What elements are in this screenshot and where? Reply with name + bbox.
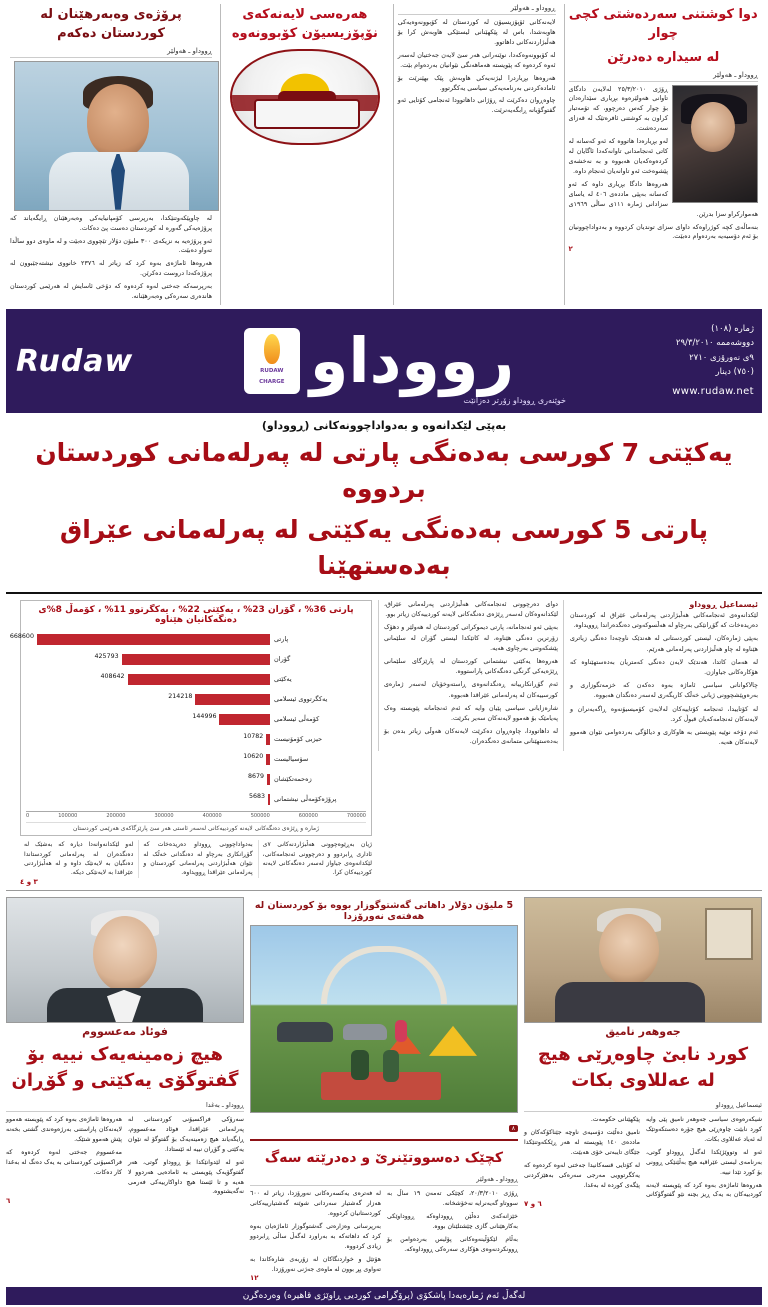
masthead-title-latin: Rudaw <box>16 343 134 379</box>
chart-bar-track <box>9 632 270 646</box>
photo-head <box>93 916 157 992</box>
photo-picnic-mat <box>321 1072 441 1100</box>
top-story-opposition <box>220 4 389 305</box>
top-story-president-project <box>6 4 216 305</box>
lead-divider <box>6 592 762 594</box>
masthead-info <box>584 316 762 407</box>
coalition-emblem-wrap <box>225 47 385 145</box>
paragraph: ئەم گۆڕانکارییانە ڕەنگدانەوەی ڕاستەوخۆیان لەسەر ژمارەی کورسییەکان لە پەرلەمانی عێراقدا هەبووە. <box>384 681 558 699</box>
paragraph: بەپێی ژمارەکان، لیستی کوردستانی لە هەندێک ناوچەدا دەنگی زیاتری هێناوە لە چاو هەڵبژاردنی پەرلەمانی هەرێم. <box>570 635 758 653</box>
girl-story-byline: ڕووداو ـ هەولێر <box>250 1175 518 1186</box>
chart-bar-label: زەحمەتکێشان <box>274 775 312 784</box>
chart-bar-value: 10620 <box>243 752 264 760</box>
girl-story-headline: کچێک دەسووتێنرێ و دەدرێتە سەگ <box>264 1149 504 1166</box>
top-story-woman-headline-2: لە سیدارە دەدرێن <box>607 49 720 65</box>
lead-headline-line-1: یەکێتی 7 کورسی بەدەنگی پارتی لە پەرلەمانی کوردستان بردووە <box>35 438 733 504</box>
chart-plot-area <box>9 629 366 809</box>
chart-title: پارتی 36% ، گۆران 23% ، یەکێتی 22% ، یەکگرتوو 11% ، کۆمەڵ 8%ی دەنگەکانیان هێناوە <box>38 605 354 626</box>
top-story-opposition-headline: هەرەسی لایەنەکەی نۆپۆزیسیۆن کۆبوونەوە <box>231 7 378 41</box>
paragraph: ئەم دۆخە نوێیە پێویستی بە هاوکاری و دیالۆگی بەردەوامی نێوان هەموو لایەنەکان هەیە. <box>570 728 758 747</box>
chart-bar-track <box>26 673 270 686</box>
masoum-photo <box>6 897 244 1023</box>
chart-bar <box>266 754 270 765</box>
paragraph: بەپێی ئەو ئەنجامانە، پارتی دیموکراتی کوردستان لە هەولێر و دهۆک زۆرترین دەنگی هێناوە، لە کاتێکدا لیستی گۆران لە سلێمانی پێشکەوتنی بەرچاوی هەیە. <box>384 624 558 652</box>
paragraph: لێکدانەوەی ئەنجامەکانی هەڵبژاردنی پەرلەمانی عێراق لە کوردستان دەریدەخات کە گۆڕانێکی بەرچاو لە هەڵسوکەوتی دەنگدەراندا ڕوویداوە. <box>570 612 758 630</box>
paragraph: سەرۆکی فراکسیۆنی کوردستانی لە پەرلەمانی عێراقدا، فوئاد مەعسووم، ڕایگەیاند هیچ زەمینەیەک بۆ گفتوگۆ لە نێوان یەکێتی و گۆڕان نییە لە ئێستادا. <box>128 1116 244 1153</box>
chart-axis-tick: 700000 <box>346 813 366 820</box>
chart-bar-value: 5683 <box>249 792 266 800</box>
chart-bar <box>267 774 270 785</box>
masthead-title-block <box>174 324 584 398</box>
book-icon <box>254 99 360 129</box>
chart-bar-row <box>26 769 366 789</box>
paragraph: بەڵام لێکۆڵینەوەکانی پۆلیس بەردەوامن بۆ ڕوونکردنەوەی هۆکاری سەرەکی ڕووداوەکە. <box>387 1235 518 1253</box>
jawhar-byline: ئیسماعیل ڕووداو <box>524 1101 762 1112</box>
chart-bar-track <box>26 653 270 666</box>
page-ref[interactable]: ٢ <box>568 245 573 254</box>
paragraph: لە فەترەی یەکسەرەکانی نەورۆزدا، زیاتر لە ٦٠٠ هەزار گەشتیار سەردانی شوێنە گەشتیارییەکانی کوردستانیان کردووە. <box>250 1190 381 1217</box>
chart-footnotes <box>20 840 372 878</box>
masoum-byline: ڕووداو ـ بەغدا <box>6 1101 244 1112</box>
chart-bar <box>268 794 270 805</box>
chart-axis-tick: 0 <box>26 813 30 820</box>
top-story-project-headline: پرۆژەی وەبەرهێنان لە کوردستان دەکەم <box>40 7 182 41</box>
election-chart <box>9 600 372 836</box>
main-divider <box>6 890 762 891</box>
top-story-project-byline: ڕووداو ـ هەولێر <box>10 47 212 58</box>
jawhar-name: جەوهەر نامیق <box>605 1024 681 1038</box>
paragraph: ئەو پرۆژەیە بە نزیکەی ٣٠٠ ملیۆن دۆلار تێچووی دەبێت و لە ماوەی دوو ساڵدا تەواو دەبێت. <box>10 236 213 255</box>
lead-headline-line-2: پارتی 5 کورسی بەدەنگی یەکێتی لە پەرلەمانی عێراق بەدەستهێنا <box>59 514 709 580</box>
chart-bar-label: کۆمەڵی ئیسلامی <box>274 715 320 724</box>
chart-axis-tick: 300000 <box>154 813 174 820</box>
photo-car <box>277 1022 333 1042</box>
analysis-left-body <box>384 600 558 747</box>
paragraph: مەعسووم جەختی لەوە کردەوە کە فراکسیۆنی کوردستانی بە یەک دەنگ لە بەغدا کار دەکات. <box>6 1148 122 1176</box>
photo-head <box>599 914 659 986</box>
photo-car-2 <box>343 1024 387 1040</box>
paragraph: ئەو لە لێدوانێکدا بۆ ڕووداو گوتی، هەر گفتوگۆیەک پێویستی بە ئامادەیی هەردوو لا هەیە و تا ئێستا هیچ داواکارییەکی فەرمی نەگەیشتووە. <box>128 1158 244 1196</box>
paragraph: بەرپرسەکە جەختی لەوە کردەوە کە دۆخی ئاسایش لە هەرێمی کوردستان هاندەری سەرەکی وەبەرهێنانە. <box>10 282 213 301</box>
chart-page-ref[interactable]: ٣ و ٤ <box>20 877 38 886</box>
paragraph: لایەنەکانی ئۆپۆزیسیۆن لە کوردستان لە کۆبوونەوەیەکی هاوبەشدا، باس لە پێکهێنانی لیستێکی هاوبەش کرا بۆ هەڵبژاردنەکانی داهاتوو. <box>397 18 556 46</box>
paragraph: هەروەها ئاماژەی بەوە کرد کە زیاتر لە ٢٣٧٦ خانووی نیشتەجێبوون لە پرۆژەکەدا دروست دەکرێن. <box>10 259 213 278</box>
rudaw-logo-icon <box>244 328 300 394</box>
paragraph: نامیق دەڵێت دۆسیەی ناوچە جێناکۆکەکان و ماددەی ١٤٠ پێویستە لە هەر ڕێککەوتنێکدا جێگای تایبەتی خۆی هەبێت. <box>524 1128 640 1156</box>
logo-label-1: RUDAW <box>260 368 284 375</box>
chart-bar-row <box>26 689 366 709</box>
chart-axis-tick: 500000 <box>250 813 270 820</box>
chart-bar <box>128 674 270 685</box>
paragraph: چاوەڕوان دەکرێت لە ڕۆژانی داهاتوودا ئەنجامی کۆتایی ئەو گفتوگۆیانە ڕابگەیەنرێت. <box>397 96 556 115</box>
photo-window <box>705 908 753 960</box>
jawhar-page-ref[interactable]: ٦ و ٧ <box>524 1200 542 1209</box>
chart-footnote: ژیان بەڕێوەچوونی هەڵبژاردنەکانی ٧ی ئاداری ڕابردوو و دەرچوونی ئەنجامەکانی، لێکدانەوەی جیاواز لەسەر دەنگەکانی لایەنە کوردییەکان کرا. <box>258 840 372 878</box>
analysis-right-body <box>570 611 758 748</box>
chart-bar-row <box>26 709 366 729</box>
feature-masoum <box>6 897 244 1206</box>
paragraph: لە کۆبوونەوەکەدا، نوێنەرانی هەر سێ لایەن جەختیان لەسەر ئەوە کردەوە کە پێویستە هەماهەنگی نێوانیان بەردەوام بێت. <box>397 50 556 69</box>
main-content-row <box>6 600 762 886</box>
chart-bar <box>219 714 270 725</box>
top-story-woman-byline: ڕووداو ـ هەولێر <box>569 71 759 82</box>
chart-caption: ژمارە و ڕێژەی دەنگەکانی لایەنە کوردییەکانی لەسەر ئاستی هەر سێ پارێزگاکەی هەرێمی کوردستان <box>26 822 366 832</box>
issue-date-kurdish: ٩ی نەورۆزی ٢٧١٠ <box>689 352 754 363</box>
paragraph: ڕۆژی ٢٥/٣/٢٠١٠ لەلایەن دادگای تاوانی هەولێرەوە بڕیاری سێدارەدان بۆ چوار کەس دەرچوو، کە تۆمەتبار کراون بە کوشتنی ئافرەتێک لە قەزای سەردەشت. <box>568 84 668 133</box>
analysis-right-column <box>570 600 762 751</box>
interviewee-photo <box>14 61 219 211</box>
flame-icon <box>264 334 280 364</box>
girl-story-body <box>250 1189 518 1274</box>
chart-bar-value: 10782 <box>243 732 264 740</box>
paragraph: لەو بڕیارەدا هاتووە کە ئەو کەسانە لە کاتی ئەنجامدانی تاوانەکەدا ئاگایان لە کردەوەکەیان هەبووە و بە نەخشەی پێشوەخت ئەو تاوانەیان ئەنجام داوە. <box>568 137 668 175</box>
paragraph: شیکەرەوەی سیاسی جەوهەر نامیق پێی وایە کورد نابێت چاوەڕێی هیچ جۆرە دەستکەوتێک لە ئەیاد عەللاوی بکات. <box>646 1116 762 1143</box>
masthead-latin-block <box>6 340 174 383</box>
newroz-camp-photo <box>250 925 518 1113</box>
paragraph: هەروەها ئاماژەی بەوە کرد کە پێویستە هەموو لایەنەکان پاراستنی بەرژەوەندی گشتی بخەنە پێش هەموو شتێک. <box>6 1116 122 1143</box>
chart-bar-label: یەکێتی <box>274 675 292 684</box>
paragraph: دوای دەرچوونی ئەنجامەکانی هەڵبژاردنی پەرلەمانی عێراق، لێکدانەوەکان لەسەر ڕێژەی دەنگەکانی لایەنە کوردییەکان زیاتر بوو. <box>384 601 558 619</box>
tourism-page-badge[interactable]: ٨ <box>509 1125 518 1132</box>
chart-bar-label: پرۆژەکۆمەڵی نیشتمانی <box>274 795 337 804</box>
paragraph: چالاکوانانی سیاسی ئاماژە بەوە دەکەن کە خزمەتگوزاری و بەرەوپێشچوونی ژیانی خەڵک کاریگەری لەسەر دەنگدان هەبووە. <box>570 682 758 700</box>
lead-kicker: بەپێی لێکدانەوە و بەدواداچوونەکانی (ڕووداو) <box>261 419 507 433</box>
chart-bar-label: گۆران <box>274 655 291 664</box>
coalition-emblem-icon <box>230 49 380 145</box>
chart-bar-track <box>26 693 270 706</box>
masoum-body <box>6 1115 244 1197</box>
masthead <box>6 309 762 413</box>
chart-bar-row <box>26 729 366 749</box>
feature-row <box>6 897 762 1283</box>
chart-bar-value: 668600 <box>9 632 34 640</box>
photo-tent <box>429 1026 477 1056</box>
paragraph: لە هەمان کاتدا، هەندێک لایەن دەنگی کەمتریان بەدەستهێناوە کە هۆکارەکانی جیاوازن. <box>570 658 758 676</box>
paragraph: لە چاوپێکەوتنێکدا، بەرپرسی کۆمپانیایەکی وەبەرهێنان ڕایگەیاند کە پرۆژەیەکی گەورە لە کوردستان دەست پێ دەکات. <box>10 213 213 232</box>
chart-x-axis <box>26 811 366 819</box>
paragraph: لە کۆتایی قسەکانیدا جەختی لەوە کردەوە کە یەکگرتوویی مەرجی سەرەکی بەهێزکردنی پێگەی کوردە لە بەغدا. <box>524 1161 640 1189</box>
chart-bar-value: 8679 <box>247 772 264 780</box>
chart-bar-value: 425793 <box>94 652 119 660</box>
feature-tourism <box>250 897 518 1283</box>
chart-bar-track <box>26 773 270 786</box>
top-story-opposition-body <box>398 18 556 116</box>
paragraph: ئەو لە وتووێژێکدا لەگەڵ ڕووداو گوتی، بەرنامەی لیستی عێراقیە هیچ بەڵێنێکی ڕوونی بۆ کورد تێدا نییە. <box>646 1148 762 1176</box>
chart-bar-label: پارتی <box>274 635 289 644</box>
paragraph: لە کۆتاییدا، ئەنجامە کۆتاییەکان لەلایەن کۆمیسیۆنەوە ڕاگەیەنران و لایەنەکان ئەنجامەکەیان قبوڵ کرد. <box>570 705 758 723</box>
chart-bar-label: سۆسیالیست <box>274 755 309 764</box>
photo-head <box>87 84 149 158</box>
chart-bar-value: 144996 <box>192 712 217 720</box>
website-url[interactable]: www.rudaw.net <box>672 386 754 398</box>
photo-suit <box>555 982 705 1023</box>
analysis-right-byline: ئیسماعیل ڕووداو <box>689 600 758 610</box>
chart-bar-track <box>26 793 270 806</box>
top-story-opposition-text <box>393 4 560 305</box>
photo-person <box>351 1050 369 1080</box>
paragraph: لە داهاتوودا، چاوەڕوان دەکرێت لایەنەکان هەوڵی زیاتر بدەن بۆ بەدەستهێنانی متمانەی دەنگدەران. <box>384 728 558 746</box>
chart-bar <box>37 634 270 645</box>
masoum-name: فوئاد مەعسووم <box>82 1024 168 1038</box>
paragraph: بەرپرسانی وەزارەتی گەشتوگوزار ئاماژەیان بەوە کرد کە داهاتەکە بە بەراورد لەگەڵ ساڵی ڕابردوو زیادی کردووە. <box>250 1222 381 1250</box>
paragraph: ڕۆژی ٢٠/٣/٢٠١٠، کچێکی تەمەن ١٩ ساڵ بە سووتاو گەیەنرایە نەخۆشخانە. <box>387 1190 519 1208</box>
top-story-woman <box>564 4 763 305</box>
jawhar-body <box>524 1115 762 1200</box>
jawhar-photo <box>524 897 762 1023</box>
paragraph: هۆتێل و خواردنگاکان لە زۆربەی شارەکاندا بە تەواوی پڕ بوون لە ماوەی جەژنی نەورۆزدا. <box>250 1255 381 1273</box>
paragraph: هەروەها بڕیاردرا لیژنەیەکی هاوبەش پێک بهێنرێت بۆ ئامادەکردنی بەرنامەیەکی سیاسی یەکگرتوو. <box>397 73 556 92</box>
paragraph: شارەزایانی سیاسی پێیان وایە کە ئەم ئەنجامانە پێویستە وەک پەیامێک بۆ هەموو لایەنەکان سەیر بکرێت. <box>384 704 558 722</box>
chart-axis-tick: 600000 <box>298 813 318 820</box>
chart-bar-row <box>26 789 366 809</box>
chart-bar-track <box>26 733 270 746</box>
issue-date: دووشەممە ٢٩/٣/٢٠١٠ <box>675 338 754 349</box>
chart-bar <box>195 694 270 705</box>
chart-footnote: لەو لێکدانەوانەدا دیارە کە بەشێک لە دەنگدەران لە پەرلەمانی کوردستاندا دەنگیان بە لایەنێک داوە و لە هەڵبژاردنی عێراقدا بە لایەنێکی دیکە. <box>24 841 134 877</box>
issue-price: (٧٥٠) دینار <box>715 367 754 377</box>
jawhar-headline: کورد نابێ چاوەڕێی هیچ لە عەللاوی بکات <box>537 1043 749 1091</box>
chart-bar-row <box>26 649 366 669</box>
sun-icon <box>267 63 343 93</box>
tourism-headline: 5 ملیۆن دۆلار داهاتی گەشتوگوزار بووە بۆ کوردستان لە هەفتەی نەورۆزدا <box>254 899 514 922</box>
election-chart-column <box>9 600 372 886</box>
chart-bar-label: حیزبی کۆمۆنیست <box>274 735 323 744</box>
chart-bar <box>266 734 270 745</box>
logo-label-2: CHARGE <box>259 378 285 385</box>
photo-person <box>395 1020 407 1042</box>
chart-bar <box>122 654 270 665</box>
analysis-left-column <box>378 600 564 750</box>
chart-axis-tick: 200000 <box>106 813 126 820</box>
chart-axis-tick: 400000 <box>202 813 222 820</box>
top-story-woman-headline: دوا کوشتنی سەردەشتی کچی چوار <box>568 7 758 41</box>
paragraph: هەروەها ئاماژەی بەوە کرد کە پێویستە لایەنە کوردییەکان بە یەک ڕیز بچنە نێو گفتوگۆکانی پێکهێنانی حکومەت. <box>590 1116 762 1199</box>
chart-bar-row <box>9 629 366 649</box>
woman-portrait-photo <box>672 85 758 203</box>
feature-jawhar <box>524 897 762 1209</box>
photo-person <box>383 1050 399 1082</box>
masoum-page-ref[interactable]: ٦ <box>6 1197 11 1206</box>
paragraph: خێزانەکەی دەڵێن ڕووداوەکە ڕووداوێکی بەکارهێنانی گازی چێشتلێنان بووە. <box>387 1212 518 1230</box>
paragraph: بنەماڵەی کچە کوژراوەکە داوای سزای توندیان کردووە و بەدواداچوونیان بۆ ئەم دۆسیەیە بەردەوام دەبێت. <box>568 222 758 241</box>
chart-bar-row <box>26 669 366 689</box>
girl-story-page-ref[interactable]: ١٢ <box>250 1274 259 1283</box>
chart-bar-track <box>26 713 270 726</box>
paragraph: هەروەها دادگا بڕیاری داوە کە ئەو کەسانە بەپێی ماددەی ٤٠٦ لە یاسای سزادانی ژمارە ١١١ی ساڵی ١٩٦٩ی هەمواركراو سزا بدرێن. <box>568 179 758 218</box>
footer-banner: لەگەڵ ئەم ژمارەیەدا پاشکۆی (پرۆگرامی کوردیی ڕاوێژی قاهیرە) وەردەگرن <box>6 1287 762 1305</box>
chart-footnote: بەدواداچوونی ڕووداو دەریدەخات کە گۆڕانکاری بەرچاو لە دەنگدانی خەڵک لە نێوان هەڵبژاردنی پەرلەمانی کوردستان و پەرلەمانی عێراقدا ڕوویداوە. <box>138 840 252 878</box>
chart-axis-tick: 100000 <box>58 813 78 820</box>
masthead-title-kurdish: رووداو <box>309 324 515 398</box>
masoum-headline: هیچ زەمینەیەک نییە بۆ گفتوگۆی یەکێتی و گۆڕان <box>11 1043 239 1091</box>
issue-number: ژمارە (١٠٨) <box>711 323 754 334</box>
top-stories-strip <box>6 4 762 305</box>
chart-bar-value: 214218 <box>168 692 193 700</box>
chart-bar-label: یەکگرتووی ئیسلامی <box>274 695 328 704</box>
chart-bar-value: 408642 <box>100 672 125 680</box>
top-story-opposition-byline: ڕووداو ـ هەولێر <box>398 4 556 15</box>
masthead-slogan: خوێنەری ڕووداو زۆرتر دەزانێت <box>463 396 566 406</box>
feature-divider <box>250 1139 518 1141</box>
chart-bar-row <box>26 749 366 769</box>
photo-arch <box>321 946 447 1004</box>
paragraph: هەروەها یەکێتی نیشتمانی کوردستان لە پارێزگای سلێمانی ڕێژەیەکی گرنگی دەنگەکانی پاراستووە. <box>384 658 558 676</box>
chart-bar-track <box>26 753 270 766</box>
